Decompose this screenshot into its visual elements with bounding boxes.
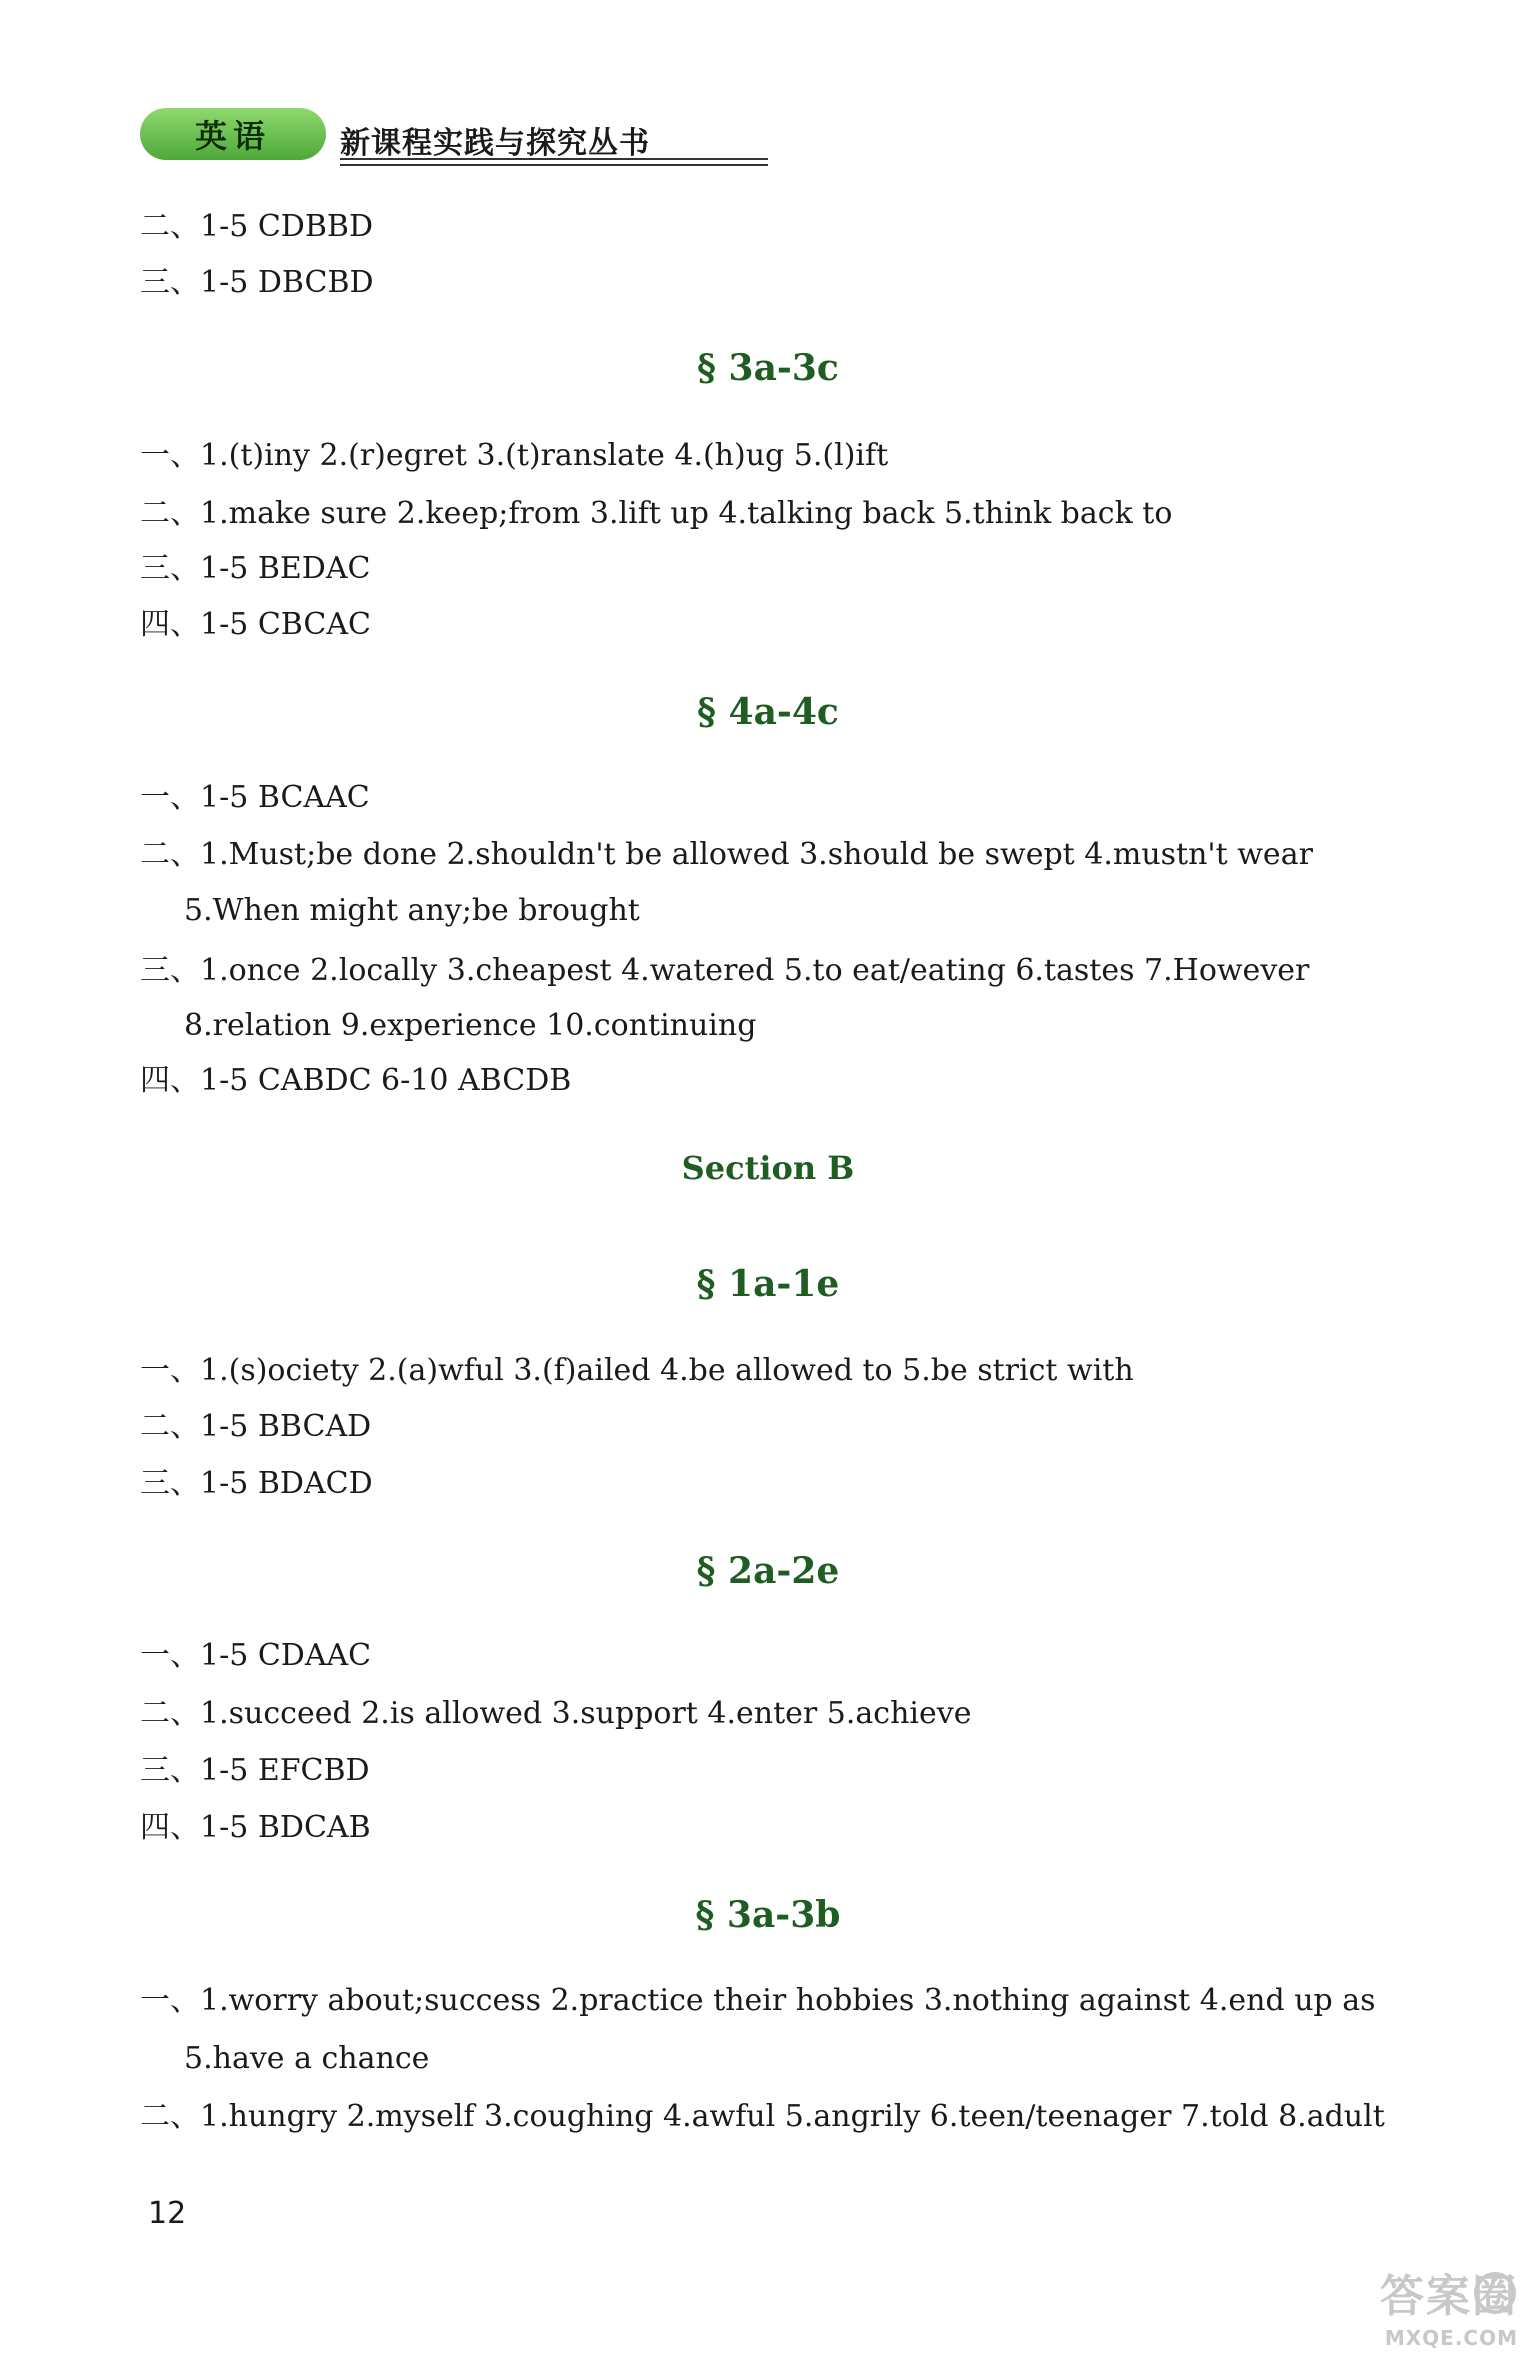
answer-line: 一、1.(s)ociety 2.(a)wful 3.(f)ailed 4.be allowed to 5.be strict with [140,1353,1134,1388]
answer-line: 四、1-5 BDCAB [140,1810,371,1845]
answer-line: 三、1-5 EFCBD [140,1753,370,1788]
answer-line: 四、1-5 CABDC 6-10 ABCDB [140,1063,572,1098]
section-heading: § 2a-2e [696,1550,840,1592]
answer-line: 二、1.Must;be done 2.shouldn't be allowed 3.should be swept 4.mustn't wear [140,837,1313,872]
answer-line: 二、1.make sure 2.keep;from 3.lift up 4.talking back 5.think back to [140,496,1173,531]
answer-line: 三、1-5 DBCBD [140,265,374,300]
answer-line: 二、1.succeed 2.is allowed 3.support 4.enter 5.achieve [140,1696,972,1731]
answer-line: 三、1-5 BEDAC [140,551,371,586]
series-title-rule [340,158,768,166]
answer-line-continued: 8.relation 9.experience 10.continuing [184,1008,757,1043]
section-heading: § 3a-3b [695,1894,841,1936]
answer-line-continued: 5.When might any;be brought [184,893,640,928]
answer-line: 一、1-5 BCAAC [140,780,370,815]
answer-line: 一、1.worry about;success 2.practice their hobbies 3.nothing against 4.end up as [140,1983,1376,2018]
subject-badge: 英语 [140,108,326,160]
site-watermark [1328,2268,1518,2368]
section-heading: § 4a-4c [697,691,839,733]
answer-line: 三、1-5 BDACD [140,1466,373,1501]
answer-line: 二、1-5 BBCAD [140,1409,372,1444]
watermark-seal-icon [1474,2272,1516,2314]
series-title: 新课程实践与探究丛书 [340,126,650,161]
section-heading: § 3a-3c [697,347,839,389]
watermark-logo-text: 答案圈 [1380,2271,1518,2322]
watermark-url: MXQE.COM [1384,2326,1518,2350]
answer-line: 一、1-5 CDAAC [140,1638,372,1673]
answer-line: 三、1.once 2.locally 3.cheapest 4.watered 5.to eat/eating 6.tastes 7.However [140,953,1310,988]
answer-line: 四、1-5 CBCAC [140,607,371,642]
answer-line: 二、1-5 CDBBD [140,209,373,244]
page-number: 12 [148,2196,187,2231]
answer-line: 一、1.(t)iny 2.(r)egret 3.(t)ranslate 4.(h)ug 5.(l)ift [140,438,889,473]
answer-line-continued: 5.have a chance [184,2041,430,2076]
section-heading: § 1a-1e [696,1263,840,1305]
answer-line: 二、1.hungry 2.myself 3.coughing 4.awful 5.angrily 6.teen/teenager 7.told 8.adult [140,2099,1385,2134]
section-b-title: Section B [681,1149,855,1187]
